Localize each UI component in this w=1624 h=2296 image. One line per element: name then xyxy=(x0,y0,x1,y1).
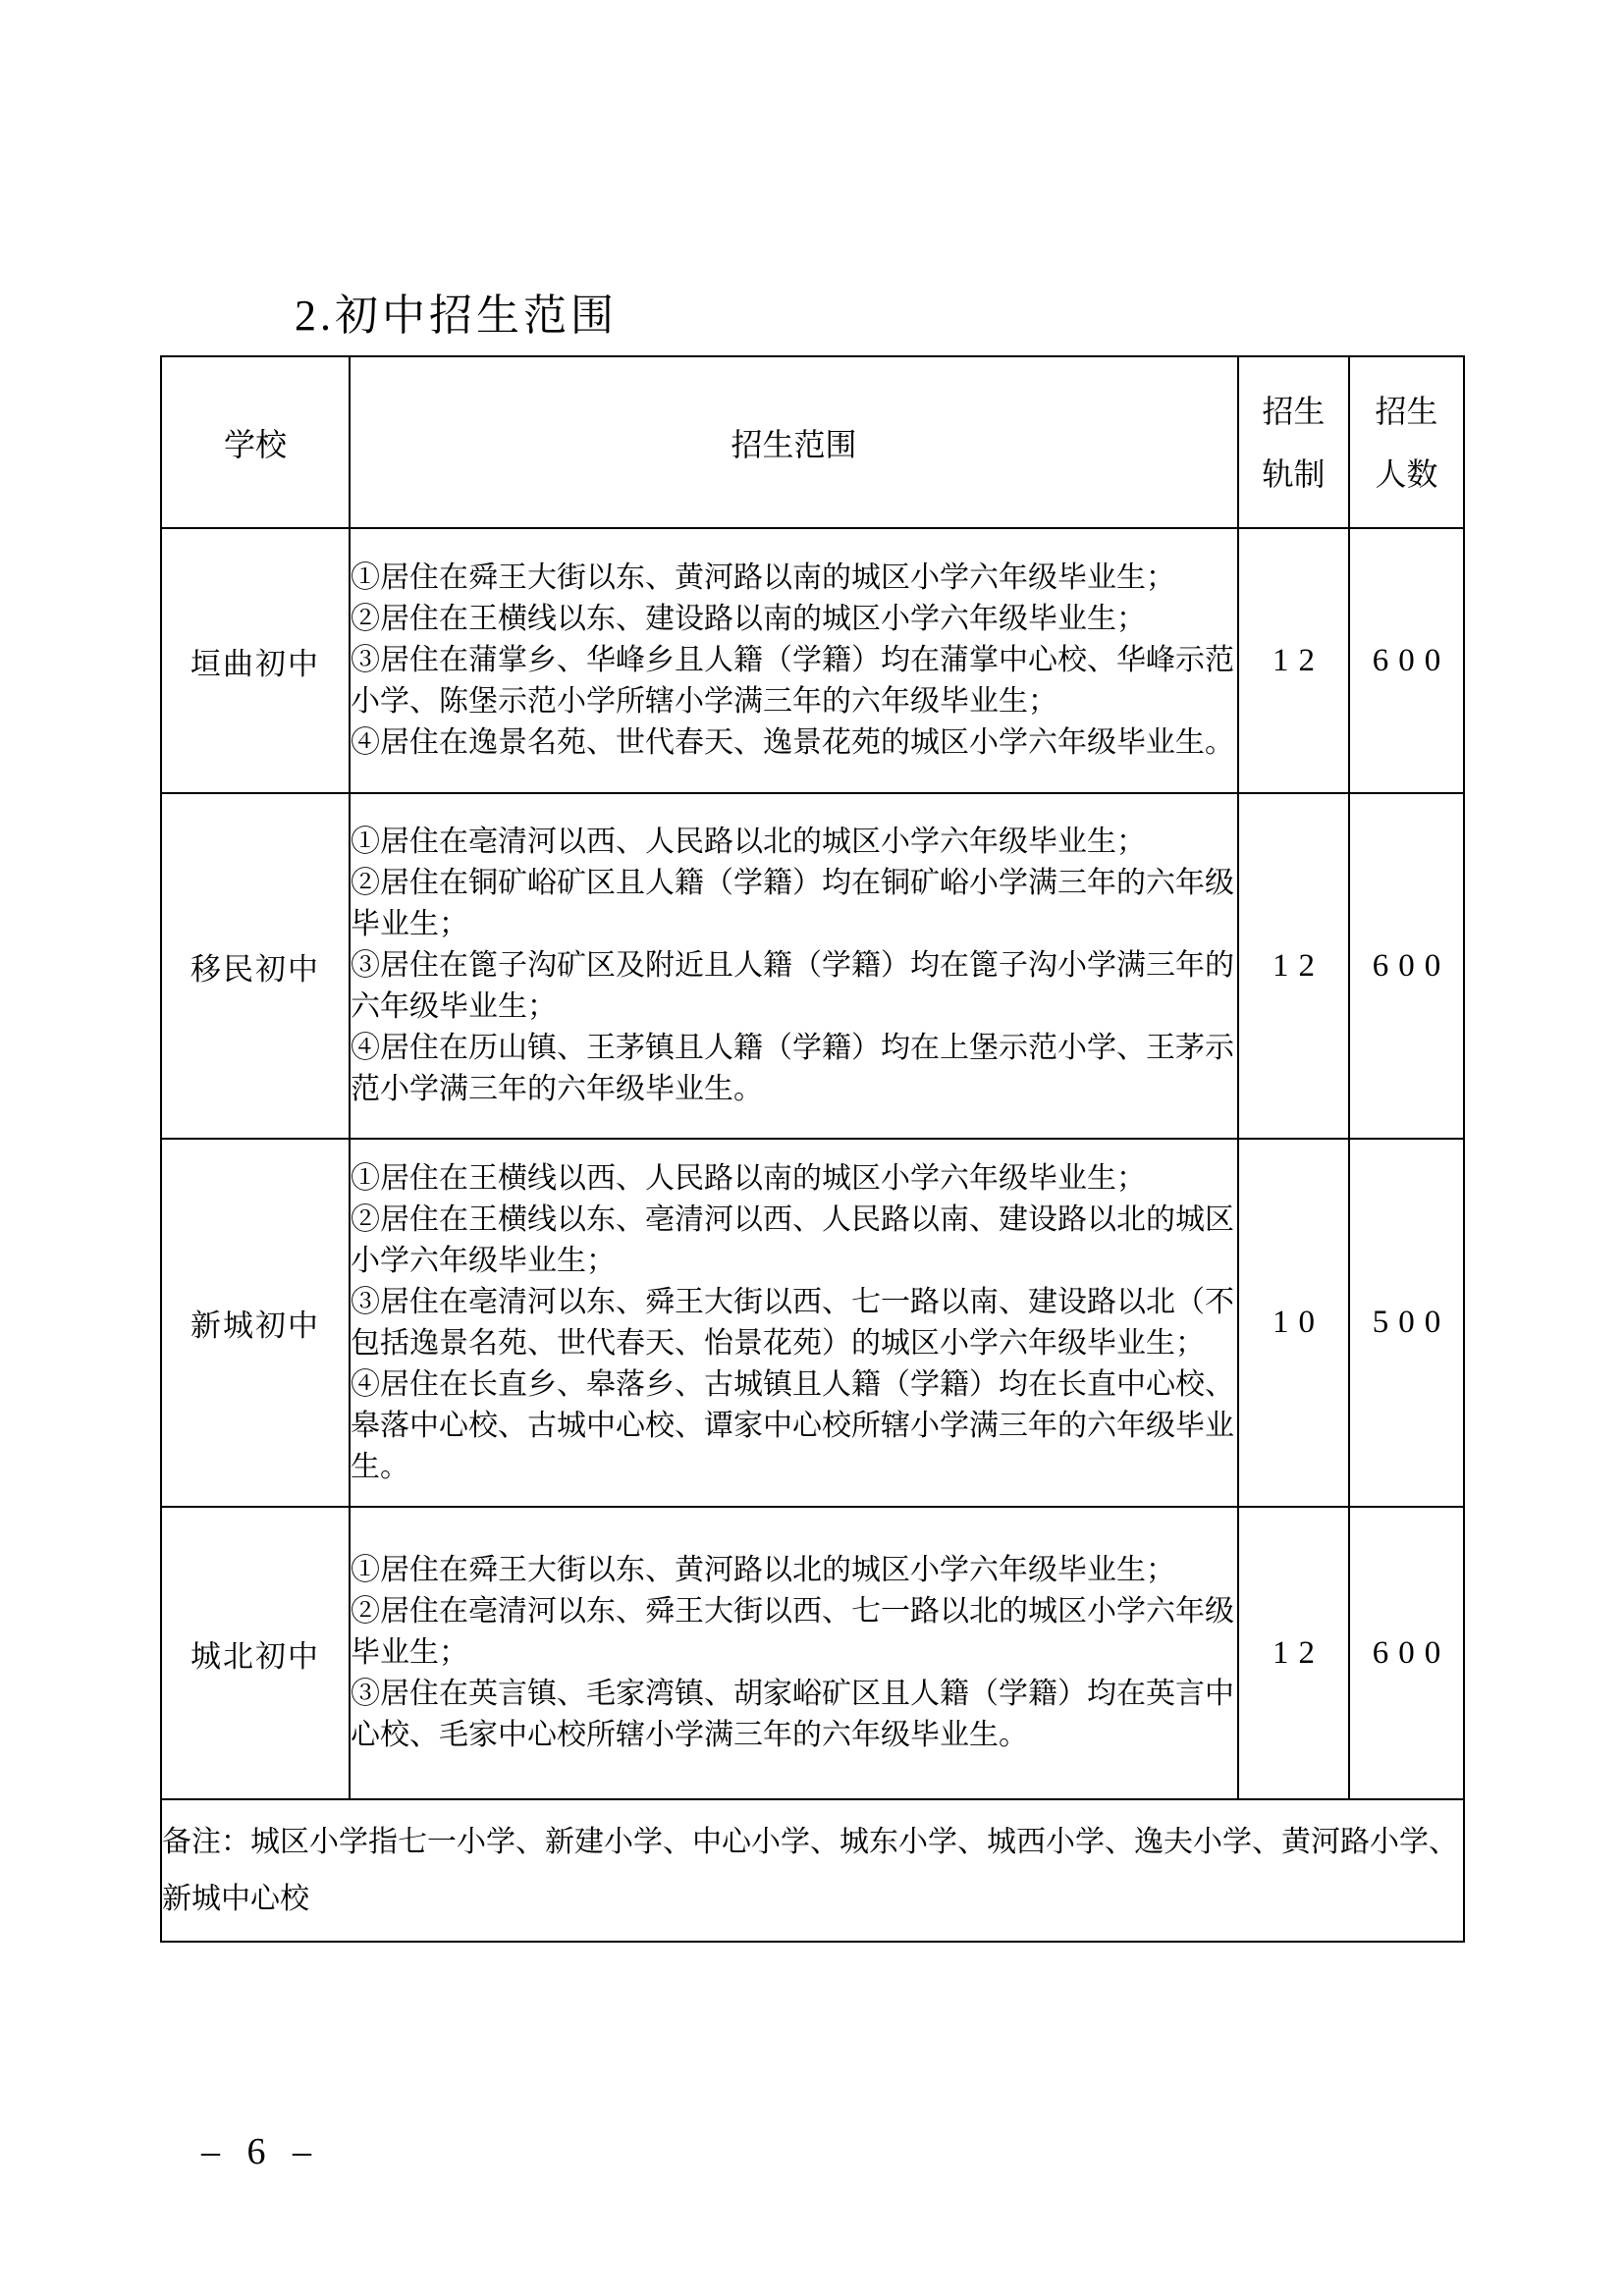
col-header-count xyxy=(1349,356,1464,528)
col-header-school: 学校 xyxy=(161,356,350,528)
range-item: ④居住在逸景名苑、世代春天、逸景花苑的城区小学六年级毕业生。 xyxy=(351,726,1234,759)
col-header-tracks xyxy=(1238,356,1349,528)
range-item: ①居住在舜王大街以东、黄河路以北的城区小学六年级毕业生； xyxy=(351,1554,1175,1586)
enrollment-table xyxy=(160,355,1465,1943)
count-value: 600 xyxy=(1349,528,1464,793)
school-name: 新城初中 xyxy=(161,1139,350,1507)
enrollment-range xyxy=(350,528,1238,793)
range-item: ④居住在长直乡、皋落乡、古城镇且人籍（学籍）均在长直中心校、皋落中心校、古城中心校、谭家中心校所辖小学满三年的六年级毕业生。 xyxy=(351,1367,1234,1483)
header-row xyxy=(161,356,1464,528)
enrollment-range xyxy=(350,793,1238,1139)
school-name: 移民初中 xyxy=(161,793,350,1139)
range-item: ①居住在舜王大街以东、黄河路以南的城区小学六年级毕业生； xyxy=(351,561,1175,594)
col-header-count-label: 招生人数 xyxy=(1375,393,1438,492)
range-item: ①居住在亳清河以西、人民路以北的城区小学六年级毕业生； xyxy=(351,826,1146,858)
count-value: 500 xyxy=(1349,1139,1464,1507)
range-item: ④居住在历山镇、王茅镇且人籍（学籍）均在上堡示范小学、王茅示范小学满三年的六年级毕业生。 xyxy=(351,1032,1234,1105)
range-item: ②居住在铜矿峪矿区且人籍（学籍）均在铜矿峪小学满三年的六年级毕业生； xyxy=(351,867,1234,940)
range-item: ①居住在王横线以西、人民路以南的城区小学六年级毕业生； xyxy=(351,1161,1146,1195)
col-header-tracks-label: 招生轨制 xyxy=(1262,393,1326,492)
table-row xyxy=(161,1139,1464,1507)
tracks-value: 12 xyxy=(1238,528,1349,793)
range-item: ③居住在英言镇、毛家湾镇、胡家峪矿区且人籍（学籍）均在英言中心校、毛家中心校所辖小学满三年的六年级毕业生。 xyxy=(351,1678,1234,1751)
range-item: ②居住在王横线以东、亳清河以西、人民路以南、建设路以北的城区小学六年级毕业生； xyxy=(351,1202,1234,1277)
table-row xyxy=(161,528,1464,793)
table-row xyxy=(161,793,1464,1139)
range-item: ②居住在王横线以东、建设路以南的城区小学六年级毕业生； xyxy=(351,603,1146,635)
school-name: 城北初中 xyxy=(161,1507,350,1799)
note-row xyxy=(161,1799,1464,1942)
col-header-range: 招生范围 xyxy=(350,356,1238,528)
table-row xyxy=(161,1507,1464,1799)
count-value: 600 xyxy=(1349,1507,1464,1799)
enrollment-range xyxy=(350,1507,1238,1799)
page-number: – 6 – xyxy=(201,2131,313,2172)
range-item: ③居住在蒲掌乡、华峰乡且人籍（学籍）均在蒲掌中心校、华峰示范小学、陈堡示范小学所辖小学满三年的六年级毕业生； xyxy=(351,644,1234,718)
school-name: 垣曲初中 xyxy=(161,528,350,793)
tracks-value: 12 xyxy=(1238,793,1349,1139)
count-value: 600 xyxy=(1349,793,1464,1139)
note-cell: 备注：城区小学指七一小学、新建小学、中心小学、城东小学、城西小学、逸夫小学、黄河路小学、新城中心校 xyxy=(161,1799,1464,1942)
tracks-value: 12 xyxy=(1238,1507,1349,1799)
enrollment-range xyxy=(350,1139,1238,1507)
range-item: ③居住在亳清河以东、舜王大街以西、七一路以南、建设路以北（不包括逸景名苑、世代春天、怡景花苑）的城区小学六年级毕业生； xyxy=(351,1285,1234,1360)
section-title: 2.初中招生范围 xyxy=(295,292,618,340)
range-item: ③居住在篦子沟矿区及附近且人籍（学籍）均在篦子沟小学满三年的六年级毕业生； xyxy=(351,949,1234,1023)
range-item: ②居住在亳清河以东、舜王大街以西、七一路以北的城区小学六年级毕业生； xyxy=(351,1595,1234,1669)
tracks-value: 10 xyxy=(1238,1139,1349,1507)
